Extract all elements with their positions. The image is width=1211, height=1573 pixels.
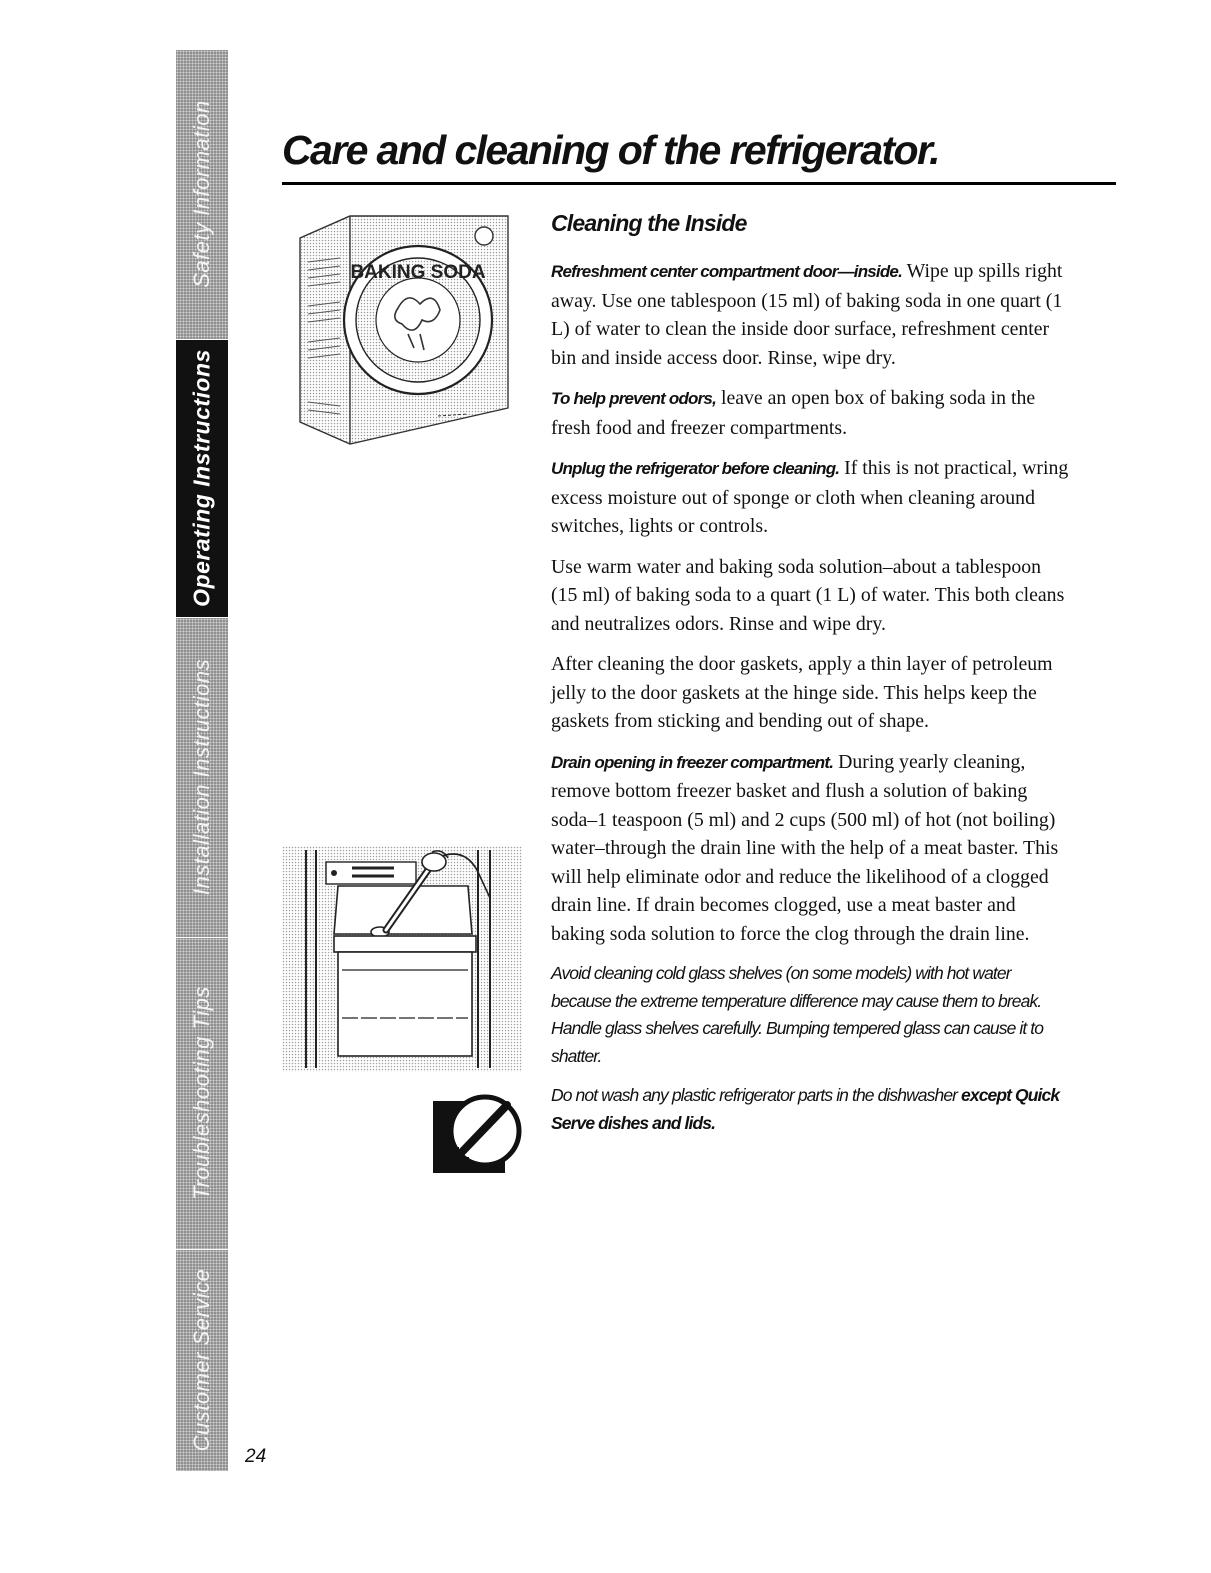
paragraph-drain-opening [551, 748, 1071, 949]
paragraph-lead: Unplug the refrigerator before cleaning. [551, 459, 840, 478]
tab-label: Customer Service [189, 1268, 214, 1452]
tab-safety-information[interactable] [176, 50, 228, 340]
title-rule [282, 182, 1116, 185]
tab-installation-instructions[interactable] [176, 618, 228, 938]
paragraph-door-gaskets [551, 650, 1071, 736]
paragraph-refreshment-door [551, 257, 1071, 372]
page-number: 24 [245, 1446, 267, 1467]
box-label-text: BAKING SODA [350, 262, 486, 283]
tab-operating-instructions[interactable] [176, 340, 228, 618]
paragraph-text: Use warm water and baking soda solution–about a tablespoon (15 ml) of baking soda to a quart (1 L) of water. This both cleans and neutralizes odors. Rinse and wipe dry. [551, 555, 1065, 635]
paragraph-text: During yearly cleaning, remove bottom freezer basket and flush a solution of baking soda–1 teaspoon (5 ml) and 2 cups (500 ml) of hot (not boiling) water–through the drain line with the help of a meat baster. This will help eliminate odor and reduce the likelihood of a clogged drain line. If drain becomes clogged, use a meat baster and baking soda solution to force the clog through the drain line. [551, 750, 1059, 945]
paragraph-lead: Drain opening in freezer compartment. [551, 752, 834, 772]
note-dishwasher [551, 1082, 1071, 1137]
note-text: Avoid cleaning cold glass shelves (on some models) with hot water because the extreme temperature difference may cause them to break. Handle glass shelves carefully. Bumping tempered glass can cause it to shatter. [551, 963, 1044, 1066]
tab-label: Troubleshooting Tips [189, 986, 214, 1201]
paragraph-unplug [551, 454, 1071, 541]
page-title: Care and cleaning of the refrigerator. [282, 127, 939, 173]
note-glass-shelves [551, 960, 1071, 1070]
paragraph-text: leave an open box of baking soda in the fresh food and freezer compartments. [551, 387, 1036, 439]
tab-customer-service[interactable] [176, 1250, 228, 1472]
note-emphasis: except Quick Serve dishes and lids. [551, 1085, 1060, 1133]
paragraph-prevent-odors [551, 384, 1071, 442]
tab-label: Installation Instructions [189, 659, 214, 896]
paragraph-lead: Refreshment center compartment door—inside. [551, 262, 903, 281]
tab-troubleshooting-tips[interactable] [176, 938, 228, 1250]
content-column [551, 210, 1071, 1149]
side-tab-strip [176, 50, 228, 1472]
tab-label: Operating Instructions [188, 349, 215, 608]
tab-label: Safety Information [189, 100, 214, 289]
paragraph-text: Wipe up spills right away. Use one tablespoon (15 ml) of baking soda in one quart (1 L) of water to clean the inside door surface, refreshment center bin and inside access door. Rinse, wipe dry. [551, 260, 1063, 369]
paragraph-text: If this is not practical, wring excess moisture out of sponge or cloth when cleaning around switches, lights or controls. [551, 457, 1069, 537]
paragraph-text: After cleaning the door gaskets, apply a thin layer of petroleum jelly to the door gaskets at the hinge side. This helps keep the gaskets from sticking and bending out of shape. [551, 653, 1053, 732]
freezer-drain-illustration [282, 846, 522, 1072]
paragraph-warm-water [551, 553, 1071, 639]
baking-soda-box-illustration [282, 212, 518, 452]
paragraph-lead: To help prevent odors, [551, 389, 717, 408]
section-heading: Cleaning the Inside [551, 210, 747, 236]
caution-note-icon [433, 1085, 523, 1173]
note-text: Do not wash any plastic refrigerator parts in the dishwasher [551, 1085, 962, 1105]
